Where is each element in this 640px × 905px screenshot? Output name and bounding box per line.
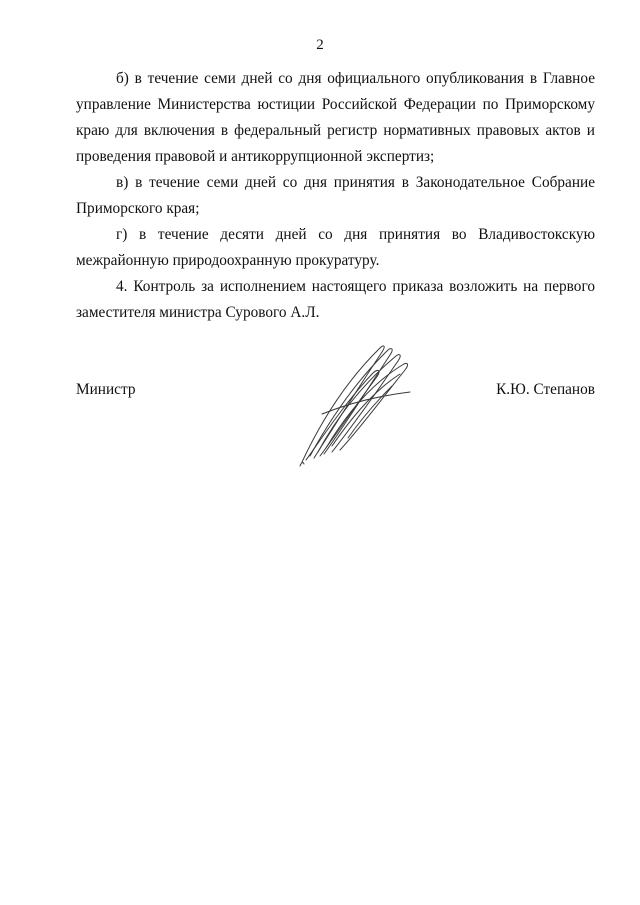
signatory-name: К.Ю. Степанов: [496, 381, 595, 398]
paragraph-item-v: в) в течение семи дней со дня принятия в Законодательное Собрание Приморского края;: [76, 174, 595, 217]
handwritten-signature-icon: [292, 330, 422, 470]
paragraph-item-4: 4. Контроль за исполнением настоящего приказа возложить на первого заместителя министра Сурового А.Л.: [76, 278, 595, 321]
paragraph-item-b: б) в течение семи дней со дня официального опубликования в Главное управление Министерства юстиции Российской Федерации по Приморскому краю для включения в федеральный регистр нормативных правовых актов и проведения правовой и антикоррупционной экспертиз;: [76, 70, 595, 165]
page-number: 2: [316, 37, 324, 53]
paragraph-item-g: г) в течение десяти дней со дня принятия во Владивостокскую межрайонную природоохранную прокуратуру.: [76, 226, 595, 269]
position-title: Министр: [76, 381, 136, 398]
document-body: [76, 66, 595, 326]
